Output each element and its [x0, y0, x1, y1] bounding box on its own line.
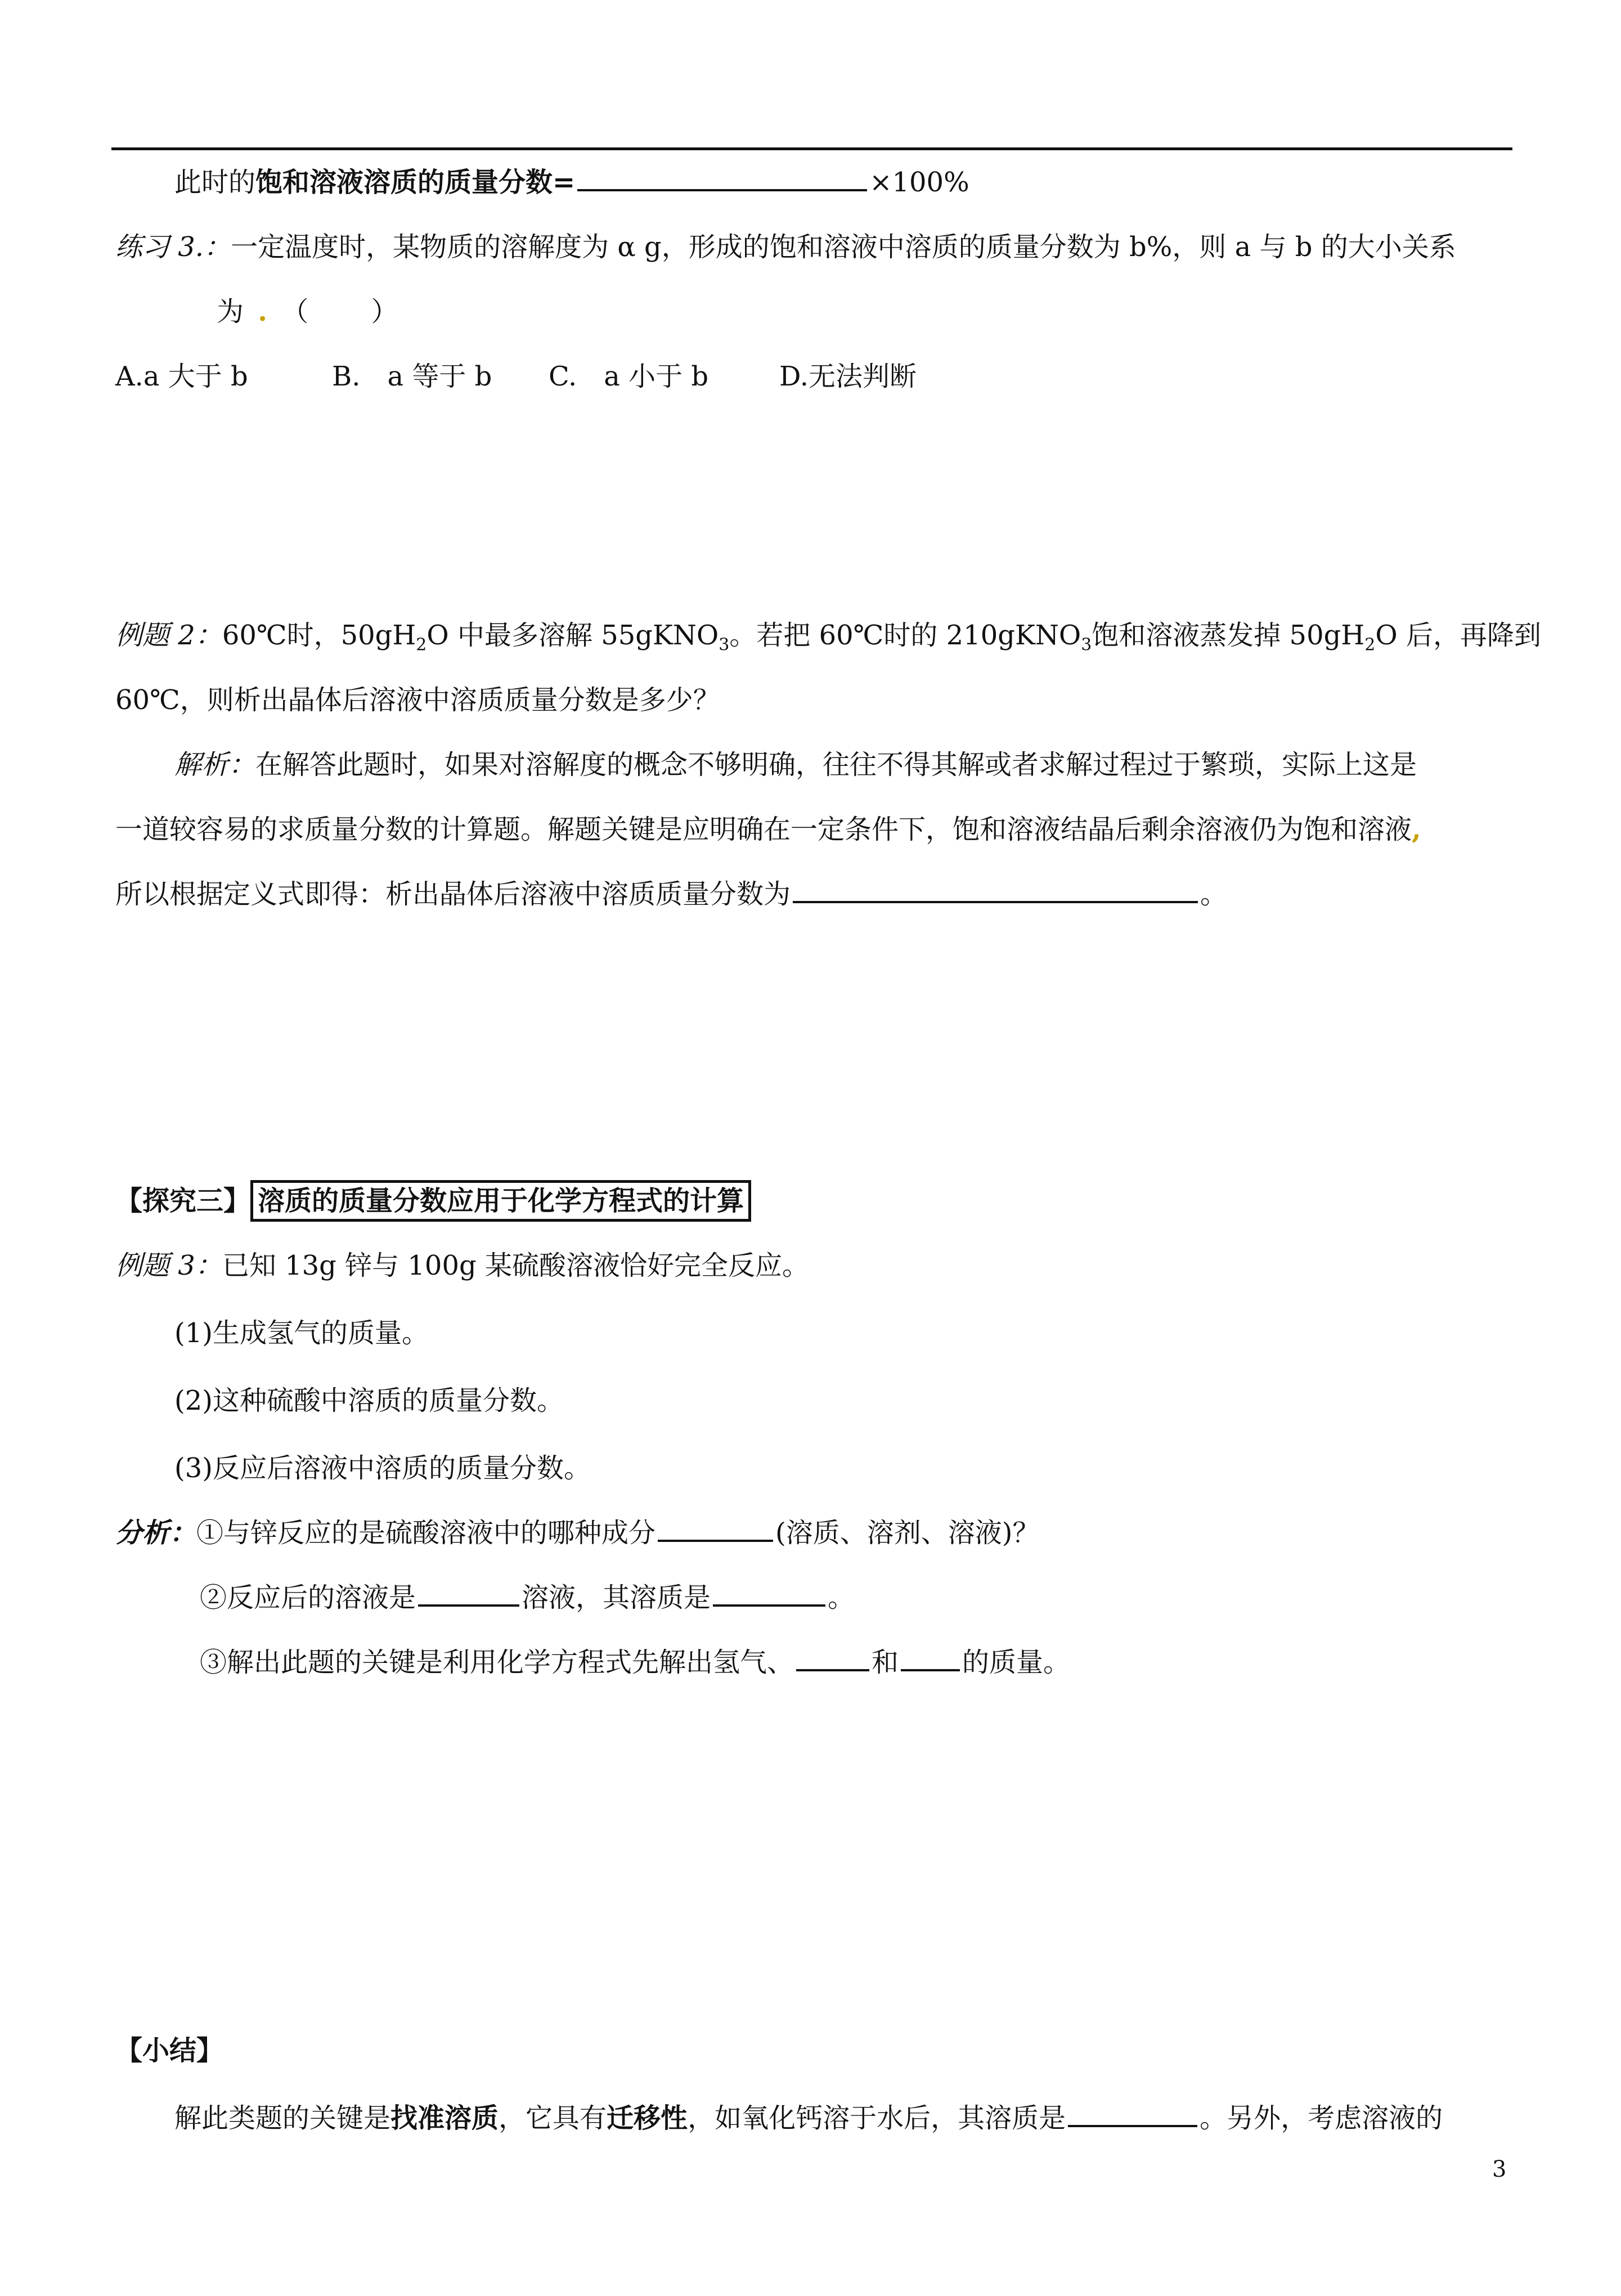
exercise-3-option-d: D.无法判断 [779, 361, 917, 392]
component-blank[interactable] [658, 1535, 773, 1542]
analysis-line3: 所以根据定义式即得：析出晶体后溶液中溶质质量分数为 。 [115, 878, 1228, 910]
page-number: 3 [1492, 2156, 1507, 2182]
edit-mark: . [258, 296, 267, 328]
mass-fraction-blank[interactable] [793, 896, 1198, 903]
analysis-line1: 解析：在解答此题时，如果对溶解度的概念不够明确，往往不得其解或者求解过程过于繁琐，实际上这是 [174, 749, 1417, 781]
example-2-line2: 60℃，则析出晶体后溶液中溶质质量分数是多少？ [115, 684, 720, 716]
section-3-heading: 【探究三】 溶质的质量分数应用于化学方程式的计算 [115, 1187, 751, 1214]
first-mass-blank[interactable] [796, 1665, 869, 1671]
exercise-3-option-b: B. a 等于 b [332, 361, 492, 392]
example-3-item-1: (1)生成氢气的质量。 [174, 1317, 429, 1349]
header-rule [111, 147, 1512, 150]
second-mass-blank[interactable] [901, 1665, 960, 1671]
analysis-1: 分析：①与锌反应的是硫酸溶液中的哪种成分 (溶质、溶剂、溶液)？ [115, 1517, 1040, 1549]
example-2-line1: 例题 2：60℃时，$50gH_2O$ 中最多溶解 55gKNO$_3$。若把 60℃时的 210gKNO$_3$饱和溶液蒸发掉 $50gH_2O$ 后，再降到 [115, 620, 1541, 655]
exercise-3-option-a: A.a 大于 b [115, 361, 248, 392]
analysis-line2: 一道较容易的求质量分数的计算题。解题关键是应明确在一定条件下，饱和溶液结晶后剩余溶液仍为饱和溶液, [115, 814, 1421, 845]
formula-line: 此时的饱和溶液溶质的质量分数= ×100% [174, 167, 969, 198]
example-3-line: 例题 3：已知 13g 锌与 100g 某硫酸溶液恰好完全反应。 [115, 1250, 809, 1281]
solute-answer-blank[interactable] [1068, 2120, 1197, 2127]
solution-type-blank[interactable] [418, 1600, 519, 1607]
section-3-title: 溶质的质量分数应用于化学方程式的计算 [250, 1180, 751, 1222]
summary-heading: 【小结】 [115, 2035, 224, 2066]
example-3-item-2: (2)这种硫酸中溶质的质量分数。 [174, 1385, 564, 1416]
summary-line: 解此类题的关键是找准溶质，它具有迁移性，如氧化钙溶于水后，其溶质是 。另外，考虑溶液的 [174, 2102, 1443, 2134]
example-3-item-3: (3)反应后溶液中溶质的质量分数。 [174, 1452, 591, 1484]
exercise-3-line2: 为 . （ ） [217, 296, 398, 328]
analysis-3: ③解出此题的关键是利用化学方程式先解出氢气、 和 的质量。 [200, 1647, 1071, 1678]
solute-blank[interactable] [713, 1600, 825, 1607]
edit-mark: , [1412, 814, 1421, 845]
exercise-3-line1: 练习 3.：一定温度时，某物质的溶解度为 α g，形成的饱和溶液中溶质的质量分数为 b%，则 a 与 b 的大小关系 [115, 231, 1456, 263]
exercise-3-option-c: C. a 小于 b [549, 361, 709, 392]
formula-blank[interactable] [577, 185, 867, 191]
analysis-2: ②反应后的溶液是 溶液，其溶质是 。 [200, 1582, 855, 1613]
